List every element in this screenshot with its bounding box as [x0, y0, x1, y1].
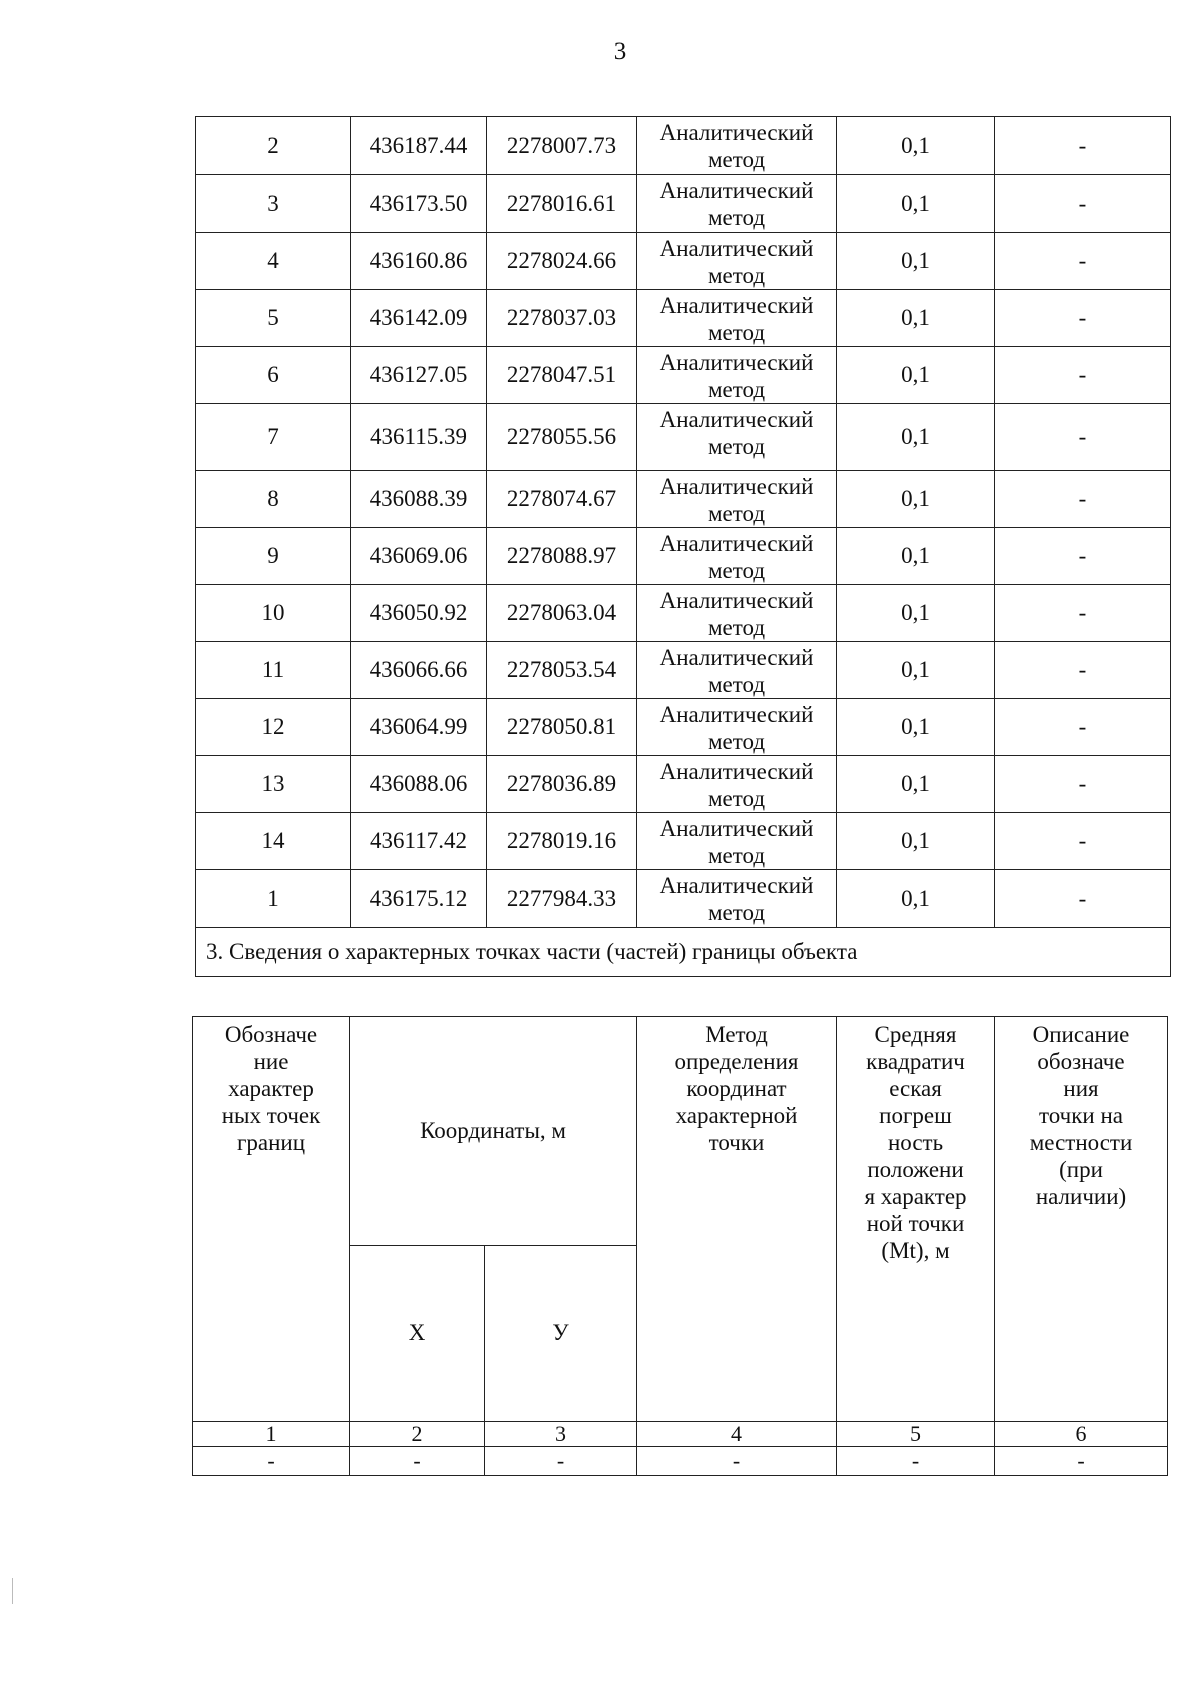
section-3-title-row [196, 928, 1171, 977]
column-number-row [193, 1422, 1168, 1447]
empty-cell: - [995, 1447, 1168, 1476]
method [637, 642, 837, 699]
coord-x: 436064.99 [351, 699, 487, 756]
mt-value: 0,1 [837, 642, 995, 699]
coord-y: 2278037.03 [487, 290, 637, 347]
table-row [196, 870, 1171, 928]
method [637, 699, 837, 756]
column-number: 3 [485, 1422, 637, 1447]
mt-value: 0,1 [837, 699, 995, 756]
mt-value: 0,1 [837, 870, 995, 928]
coord-x: 436050.92 [351, 585, 487, 642]
description: - [995, 471, 1171, 528]
table-row [196, 813, 1171, 870]
mt-value: 0,1 [837, 117, 995, 175]
empty-cell: - [193, 1447, 350, 1476]
coord-x: 436069.06 [351, 528, 487, 585]
mt-value: 0,1 [837, 233, 995, 290]
mt-value: 0,1 [837, 471, 995, 528]
coord-x: 436115.39 [351, 404, 487, 471]
table-row [196, 233, 1171, 290]
page-number: 3 [613, 38, 627, 65]
method [637, 585, 837, 642]
table-row [196, 471, 1171, 528]
description: - [995, 117, 1171, 175]
coord-y: 2278055.56 [487, 404, 637, 471]
empty-cell: - [837, 1447, 995, 1476]
method-line: Аналитический [659, 645, 814, 670]
point-number: 11 [196, 642, 351, 699]
method-line: Аналитический [659, 293, 814, 318]
description: - [995, 585, 1171, 642]
table-row [196, 699, 1171, 756]
mt-value: 0,1 [837, 290, 995, 347]
method-line: метод [707, 843, 766, 868]
method-line: Аналитический [659, 873, 814, 898]
coord-y: 2278050.81 [487, 699, 637, 756]
header-description: Описание обозначе ния точки на местности (при наличии) [995, 1017, 1168, 1422]
method-line: метод [707, 900, 766, 925]
point-number: 1 [196, 870, 351, 928]
mt-value: 0,1 [837, 404, 995, 471]
mt-value: 0,1 [837, 813, 995, 870]
method [637, 175, 837, 233]
method-line: метод [707, 672, 766, 697]
description: - [995, 290, 1171, 347]
method [637, 756, 837, 813]
point-number: 2 [196, 117, 351, 175]
method-line: Аналитический [659, 236, 814, 261]
description: - [995, 756, 1171, 813]
header-designation [193, 1017, 350, 1422]
method-line: метод [707, 501, 766, 526]
coord-y: 2278036.89 [487, 756, 637, 813]
method [637, 290, 837, 347]
method-line: метод [707, 615, 766, 640]
table-row [196, 290, 1171, 347]
coord-y: 2278074.67 [487, 471, 637, 528]
method-line: Аналитический [659, 531, 814, 556]
table-row [196, 528, 1171, 585]
column-number: 5 [837, 1422, 995, 1447]
coord-y: 2278019.16 [487, 813, 637, 870]
description: - [995, 233, 1171, 290]
table-row [196, 756, 1171, 813]
header-y: У [485, 1245, 637, 1421]
coord-x: 436088.39 [351, 471, 487, 528]
method-line: метод [707, 377, 766, 402]
coord-y: 2278063.04 [487, 585, 637, 642]
coord-y: 2278007.73 [487, 117, 637, 175]
point-number: 6 [196, 347, 351, 404]
parts-table [192, 1016, 1168, 1476]
empty-row [193, 1447, 1168, 1476]
method [637, 117, 837, 175]
description: - [995, 404, 1171, 471]
point-number: 9 [196, 528, 351, 585]
method-line: метод [707, 147, 766, 172]
method-line: метод [707, 558, 766, 583]
coord-x: 436117.42 [351, 813, 487, 870]
description: - [995, 347, 1171, 404]
method [637, 528, 837, 585]
point-number: 13 [196, 756, 351, 813]
coord-y: 2278016.61 [487, 175, 637, 233]
description: - [995, 528, 1171, 585]
empty-cell: - [350, 1447, 485, 1476]
section-3-title: 3. Сведения о характерных точках части (частей) границы объекта [196, 928, 1171, 977]
empty-cell: - [485, 1447, 637, 1476]
table-row [196, 585, 1171, 642]
method-line: Аналитический [659, 588, 814, 613]
method [637, 404, 837, 471]
table-row [196, 347, 1171, 404]
method-line: Аналитический [659, 759, 814, 784]
header-method: Метод определения координат характерной точки [637, 1017, 837, 1422]
method-line: Аналитический [659, 407, 814, 432]
mt-value: 0,1 [837, 585, 995, 642]
column-number: 4 [637, 1422, 837, 1447]
table-row [196, 117, 1171, 175]
coord-y: 2278053.54 [487, 642, 637, 699]
header-error: Средняя квадратич еская погреш ность положени я характер ной точки (Mt), м [837, 1017, 995, 1422]
point-number: 14 [196, 813, 351, 870]
coord-x: 436088.06 [351, 756, 487, 813]
header-row [193, 1017, 1168, 1246]
method-line: Аналитический [659, 120, 814, 145]
column-number: 1 [193, 1422, 350, 1447]
method [637, 233, 837, 290]
coord-x: 436173.50 [351, 175, 487, 233]
table-row [196, 642, 1171, 699]
method-line: метод [707, 263, 766, 288]
method-line: Аналитический [659, 178, 814, 203]
header-designation-text: Обозначе ние характер ных точек границ [221, 1022, 321, 1155]
mt-value: 0,1 [837, 347, 995, 404]
column-number: 2 [350, 1422, 485, 1447]
scan-mark [12, 1578, 13, 1604]
method [637, 471, 837, 528]
point-number: 8 [196, 471, 351, 528]
method [637, 347, 837, 404]
mt-value: 0,1 [837, 175, 995, 233]
method-line: Аналитический [659, 816, 814, 841]
coord-x: 436127.05 [351, 347, 487, 404]
mt-value: 0,1 [837, 528, 995, 585]
coord-x: 436175.12 [351, 870, 487, 928]
point-number: 12 [196, 699, 351, 756]
coord-x: 436066.66 [351, 642, 487, 699]
point-number: 4 [196, 233, 351, 290]
method [637, 870, 837, 928]
method-line: метод [707, 434, 766, 459]
header-x: Х [350, 1245, 485, 1421]
description: - [995, 813, 1171, 870]
points-table [195, 116, 1171, 977]
point-number: 5 [196, 290, 351, 347]
method-line: метод [707, 320, 766, 345]
method-line: метод [707, 205, 766, 230]
point-number: 7 [196, 404, 351, 471]
coord-y: 2278047.51 [487, 347, 637, 404]
coord-y: 2277984.33 [487, 870, 637, 928]
coord-y: 2278024.66 [487, 233, 637, 290]
description: - [995, 699, 1171, 756]
method-line: метод [707, 786, 766, 811]
coord-y: 2278088.97 [487, 528, 637, 585]
coord-x: 436187.44 [351, 117, 487, 175]
point-number: 10 [196, 585, 351, 642]
empty-cell: - [637, 1447, 837, 1476]
method-line: Аналитический [659, 474, 814, 499]
description: - [995, 870, 1171, 928]
column-number: 6 [995, 1422, 1168, 1447]
coord-x: 436142.09 [351, 290, 487, 347]
method [637, 813, 837, 870]
table-row [196, 175, 1171, 233]
method-line: Аналитический [659, 702, 814, 727]
table-row [196, 404, 1171, 471]
mt-value: 0,1 [837, 756, 995, 813]
point-number: 3 [196, 175, 351, 233]
method-line: метод [707, 729, 766, 754]
description: - [995, 642, 1171, 699]
method-line: Аналитический [659, 350, 814, 375]
coord-x: 436160.86 [351, 233, 487, 290]
description: - [995, 175, 1171, 233]
header-coordinates: Координаты, м [350, 1017, 637, 1246]
